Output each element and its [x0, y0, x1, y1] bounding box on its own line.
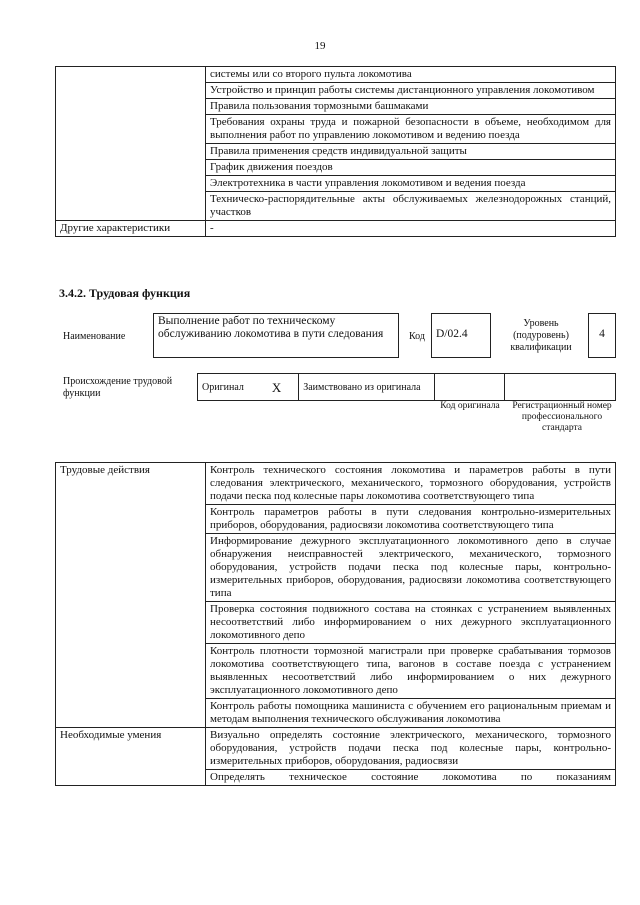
knowledge-item: Правила применения средств индивидуальной защиты	[206, 144, 616, 160]
knowledge-table-continuation	[55, 66, 616, 237]
knowledge-item: системы или со второго пульта локомотива	[206, 67, 616, 83]
knowledge-item: Техническо-распорядительные акты обслуживаемых железнодорожных станций, участков	[206, 192, 616, 221]
registration-number-caption: Регистрационный номер профессионального стандарта	[512, 401, 612, 433]
knowledge-label-cell	[56, 67, 206, 221]
level-label: Уровень (подуровень) квалификации	[510, 318, 572, 353]
labor-function-table	[55, 462, 616, 786]
registration-number-cell	[504, 374, 615, 401]
original-mark: X	[268, 374, 299, 401]
knowledge-item: Требования охраны труда и пожарной безопасности в объеме, необходимом для выполнения работ по управлению локомотивом и ведению поезда	[206, 115, 616, 144]
code-original-caption: Код оригинала	[440, 401, 500, 411]
other-characteristics-value: -	[206, 221, 616, 237]
skill-item: Определять техническое состояние локомотива по показаниям	[206, 770, 616, 786]
origin-table	[197, 373, 616, 401]
original-code-cell	[434, 374, 504, 401]
required-skills-label: Необходимые умения	[56, 728, 206, 786]
knowledge-item: Устройство и принцип работы системы дистанционного управления локомотивом	[206, 83, 616, 99]
code-box: D/02.4	[431, 313, 491, 358]
section-heading: 3.4.2. Трудовая функция	[59, 286, 191, 300]
labor-action-item: Контроль плотности тормозной магистрали при проверке срабатывания тормозов локомотива соответствующего типа, вагонов в составе поезда с устранением выявленных несоответствий либо информированием о них дежурного эксплуатационного локомотивного депо	[206, 644, 616, 699]
original-label: Оригинал	[198, 374, 268, 401]
labor-action-item: Информирование дежурного эксплуатационного локомотивного депо в случае обнаружения неисправностей электрического, механического, тормозного оборудования, устройств подачи песка под колесные пары, контрольно-измерительных приборов, оборудования, радиосвязи локомотива соответствующего типа	[206, 534, 616, 602]
labor-action-item: Контроль технического состояния локомотива и параметров работы в пути следования электрического, механического, тормозного оборудования, устройств подачи песка под колесные пары локомотива соответствующего типа	[206, 463, 616, 505]
knowledge-item: График движения поездов	[206, 160, 616, 176]
code-label: Код	[409, 331, 425, 342]
labor-action-item: Контроль параметров работы в пути следования контрольно-измерительных приборов, оборудования, радиосвязи локомотива соответствующего типа	[206, 505, 616, 534]
labor-action-item: Проверка состояния подвижного состава на стоянках с устранением выявленных несоответствий либо информированием о них дежурного эксплуатационного локомотивного депо	[206, 602, 616, 644]
knowledge-item: Правила пользования тормозными башмаками	[206, 99, 616, 115]
origin-label: Происхождение трудовой функции	[63, 376, 173, 399]
skill-item: Визуально определять состояние электрического, механического, тормозного оборудования, устройств подачи песка под колесные пары, контрольно-измерительных приборов, оборудования, радиосвязи	[206, 728, 616, 770]
knowledge-item: Электротехника в части управления локомотивом и ведения поезда	[206, 176, 616, 192]
function-name-box: Выполнение работ по техническому обслуживанию локомотива в пути следования	[153, 313, 399, 358]
labor-action-item: Контроль работы помощника машиниста с обучением его рациональным приемам и методам выполнения технического обслуживания локомотива	[206, 699, 616, 728]
borrowed-label: Заимствовано из оригинала	[299, 374, 435, 401]
level-box: 4	[588, 313, 616, 358]
other-characteristics-label: Другие характеристики	[56, 221, 206, 237]
labor-actions-label: Трудовые действия	[56, 463, 206, 728]
page-number: 19	[314, 40, 326, 52]
name-label: Наименование	[63, 331, 126, 342]
